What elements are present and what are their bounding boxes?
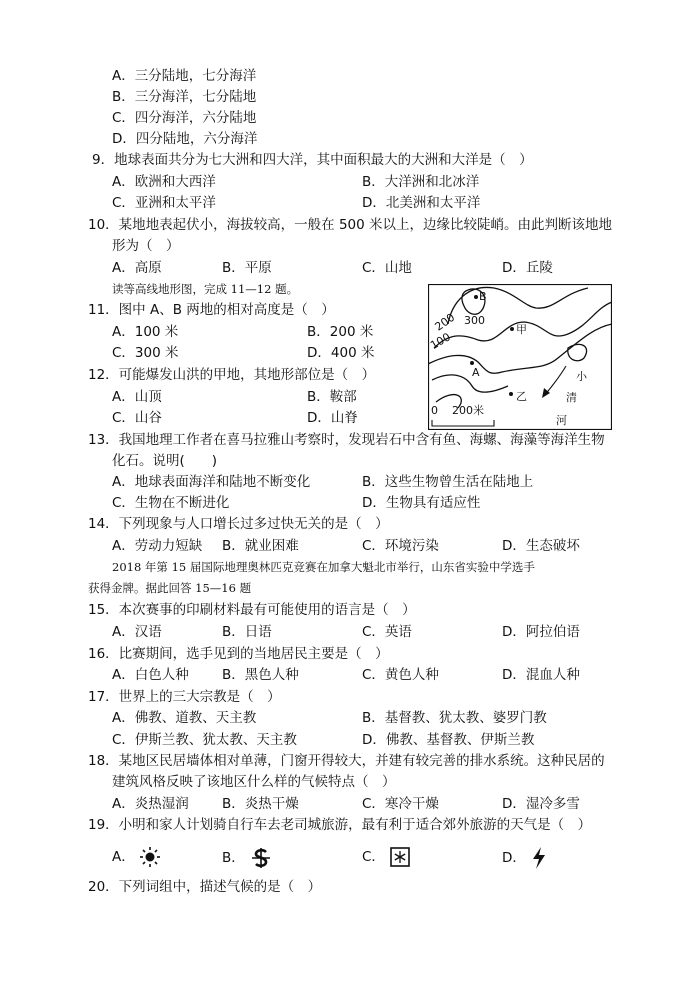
q18-stem-cont: 建筑风格反映了该地区什么样的气候特点（ ） [112, 774, 396, 790]
q8-option-a: A．三分陆地，七分海洋 [112, 68, 257, 84]
q19-option-b-label: B． [222, 850, 245, 866]
q8-option-b: B．三分海洋，七分陆地 [112, 89, 257, 105]
label-jia: 甲 [516, 323, 527, 336]
q19-stem: 19．小明和家人计划骑自行车去老司城旅游，最有利于适合郊外旅游的天气是（ ） [88, 817, 592, 833]
q13-option-c: C．生物在不断进化 [112, 495, 230, 511]
q14-option-c: C．环境污染 [362, 538, 439, 554]
scale-distance: 200米 [452, 404, 484, 417]
sun-icon [139, 846, 161, 868]
q13-option-d: D．生物具有适应性 [362, 495, 481, 511]
q15-option-c: C．英语 [362, 624, 412, 640]
intro-15-16: 2018 年第 15 届国际地理奥林匹克竞赛在加拿大魁北市举行，山东省实验中学选手 [112, 560, 535, 574]
q15-option-d: D．阿拉伯语 [502, 624, 580, 640]
point-a [470, 361, 474, 365]
q14-option-a: A．劳动力短缺 [112, 538, 203, 554]
q11-option-c: C．300 米 [112, 345, 179, 361]
label-yi: 乙 [516, 390, 527, 403]
river-char-3: 河 [556, 414, 567, 427]
point-jia [510, 327, 514, 331]
snow-icon [389, 846, 411, 868]
q12-option-b: B．鞍部 [307, 389, 357, 405]
q12-option-a: A．山顶 [112, 389, 162, 405]
q17-option-a: A．佛教、道教、天主教 [112, 710, 257, 726]
q9-option-a: A．欧洲和大西洋 [112, 174, 216, 190]
q13-option-a: A．地球表面海洋和陆地不断变化 [112, 474, 311, 490]
q15-option-a: A．汉语 [112, 624, 162, 640]
q13-stem: 13．我国地理工作者在喜马拉雅山考察时，发现岩石中含有鱼、海螺、海藻等海洋生物 [88, 432, 605, 448]
q19-option-a-label: A． [112, 849, 135, 865]
q12-option-d: D．山脊 [307, 410, 358, 426]
q19-option-a [112, 846, 161, 868]
q19-option-c-label: C． [362, 849, 385, 865]
q17-stem: 17．世界上的三大宗教是（ ） [88, 689, 281, 705]
q13-option-b: B．这些生物曾生活在陆地上 [362, 474, 534, 490]
label-100: 100 [428, 330, 453, 353]
label-a: A [472, 366, 480, 379]
contour-map [428, 284, 612, 430]
sandstorm-icon [249, 846, 273, 870]
q10-option-c: C．山地 [362, 260, 412, 276]
point-yi [509, 392, 513, 396]
q18-option-c: C．寒冷干燥 [362, 796, 439, 812]
q11-option-d: D．400 米 [307, 345, 375, 361]
label-b: B [479, 290, 487, 303]
label-300: 300 [464, 314, 485, 327]
q17-option-b: B．基督教、犹太教、婆罗门教 [362, 710, 547, 726]
q11-option-b: B．200 米 [307, 324, 374, 340]
intro-11-12: 读等高线地形图，完成 11—12 题。 [112, 282, 299, 296]
q16-option-a: A．白色人种 [112, 667, 189, 683]
q18-option-d: D．湿冷多雪 [502, 796, 580, 812]
q9-option-b: B．大洋洲和北冰洋 [362, 174, 480, 190]
q16-option-d: D．混血人种 [502, 667, 580, 683]
q15-stem: 15．本次赛事的印刷材料最有可能使用的语言是（ ） [88, 602, 416, 618]
q10-option-b: B．平原 [222, 260, 272, 276]
q10-option-a: A．高原 [112, 260, 162, 276]
q18-option-a: A．炎热湿润 [112, 796, 189, 812]
q17-option-c: C．伊斯兰教、犹太教、天主教 [112, 732, 297, 748]
q14-option-b: B．就业困难 [222, 538, 299, 554]
q11-option-a: A．100 米 [112, 324, 179, 340]
q14-stem: 14．下列现象与人口增长过多过快无关的是（ ） [88, 516, 389, 532]
q17-option-d: D．佛教、基督教、伊斯兰教 [362, 732, 535, 748]
q19-option-c [362, 846, 411, 868]
q9-option-c: C．亚洲和太平洋 [112, 195, 216, 211]
q10-option-d: D．丘陵 [502, 260, 553, 276]
q11-stem: 11．图中 A、B 两地的相对高度是（ ） [88, 302, 335, 318]
q8-option-d: D．四分陆地，六分海洋 [112, 131, 258, 147]
q14-option-d: D．生态破坏 [502, 538, 580, 554]
q13-stem-cont: 化石。说明( ) [112, 453, 218, 469]
intro-15-16-cont: 获得金牌。据此回答 15—16 题 [88, 581, 252, 595]
lightning-icon [530, 846, 548, 870]
q19-option-d [502, 846, 548, 870]
q8-option-c: C．四分海洋，六分陆地 [112, 110, 257, 126]
q16-stem: 16．比赛期间，选手见到的当地居民主要是（ ） [88, 646, 389, 662]
river-char-1: 小 [576, 370, 587, 383]
q19-option-b [222, 846, 273, 870]
q18-option-b: B．炎热干燥 [222, 796, 299, 812]
small-hill [568, 344, 587, 360]
q12-option-c: C．山谷 [112, 410, 162, 426]
q16-option-c: C．黄色人种 [362, 667, 439, 683]
q9-option-d: D．北美洲和太平洋 [362, 195, 481, 211]
q19-option-d-label: D． [502, 850, 526, 866]
q10-stem: 10．某地地表起伏小，海拔较高，一般在 500 米以上，边缘比较陡峭。由此判断该地地 [88, 217, 613, 233]
q10-stem-cont: 形为（ ） [112, 238, 180, 254]
q12-stem: 12．可能爆发山洪的甲地，其地形部位是（ ） [88, 367, 376, 383]
q15-option-b: B．日语 [222, 624, 272, 640]
scale-zero: 0 [431, 404, 438, 417]
contour-lower-2 [432, 375, 508, 392]
q20-stem: 20．下列词组中，描述气候的是（ ） [88, 879, 322, 895]
point-b [474, 295, 478, 299]
q18-stem: 18．某地区民居墙体相对单薄，门窗开得较大，并建有较完善的排水系统。这种民居的 [88, 753, 605, 769]
river-char-2: 清 [566, 391, 577, 404]
label-200: 200 [432, 310, 458, 334]
q16-option-b: B．黑色人种 [222, 667, 299, 683]
scale-bar [432, 420, 494, 426]
q9-stem: 9．地球表面共分为七大洲和四大洋，其中面积最大的大洲和大洋是（ ） [92, 152, 533, 168]
